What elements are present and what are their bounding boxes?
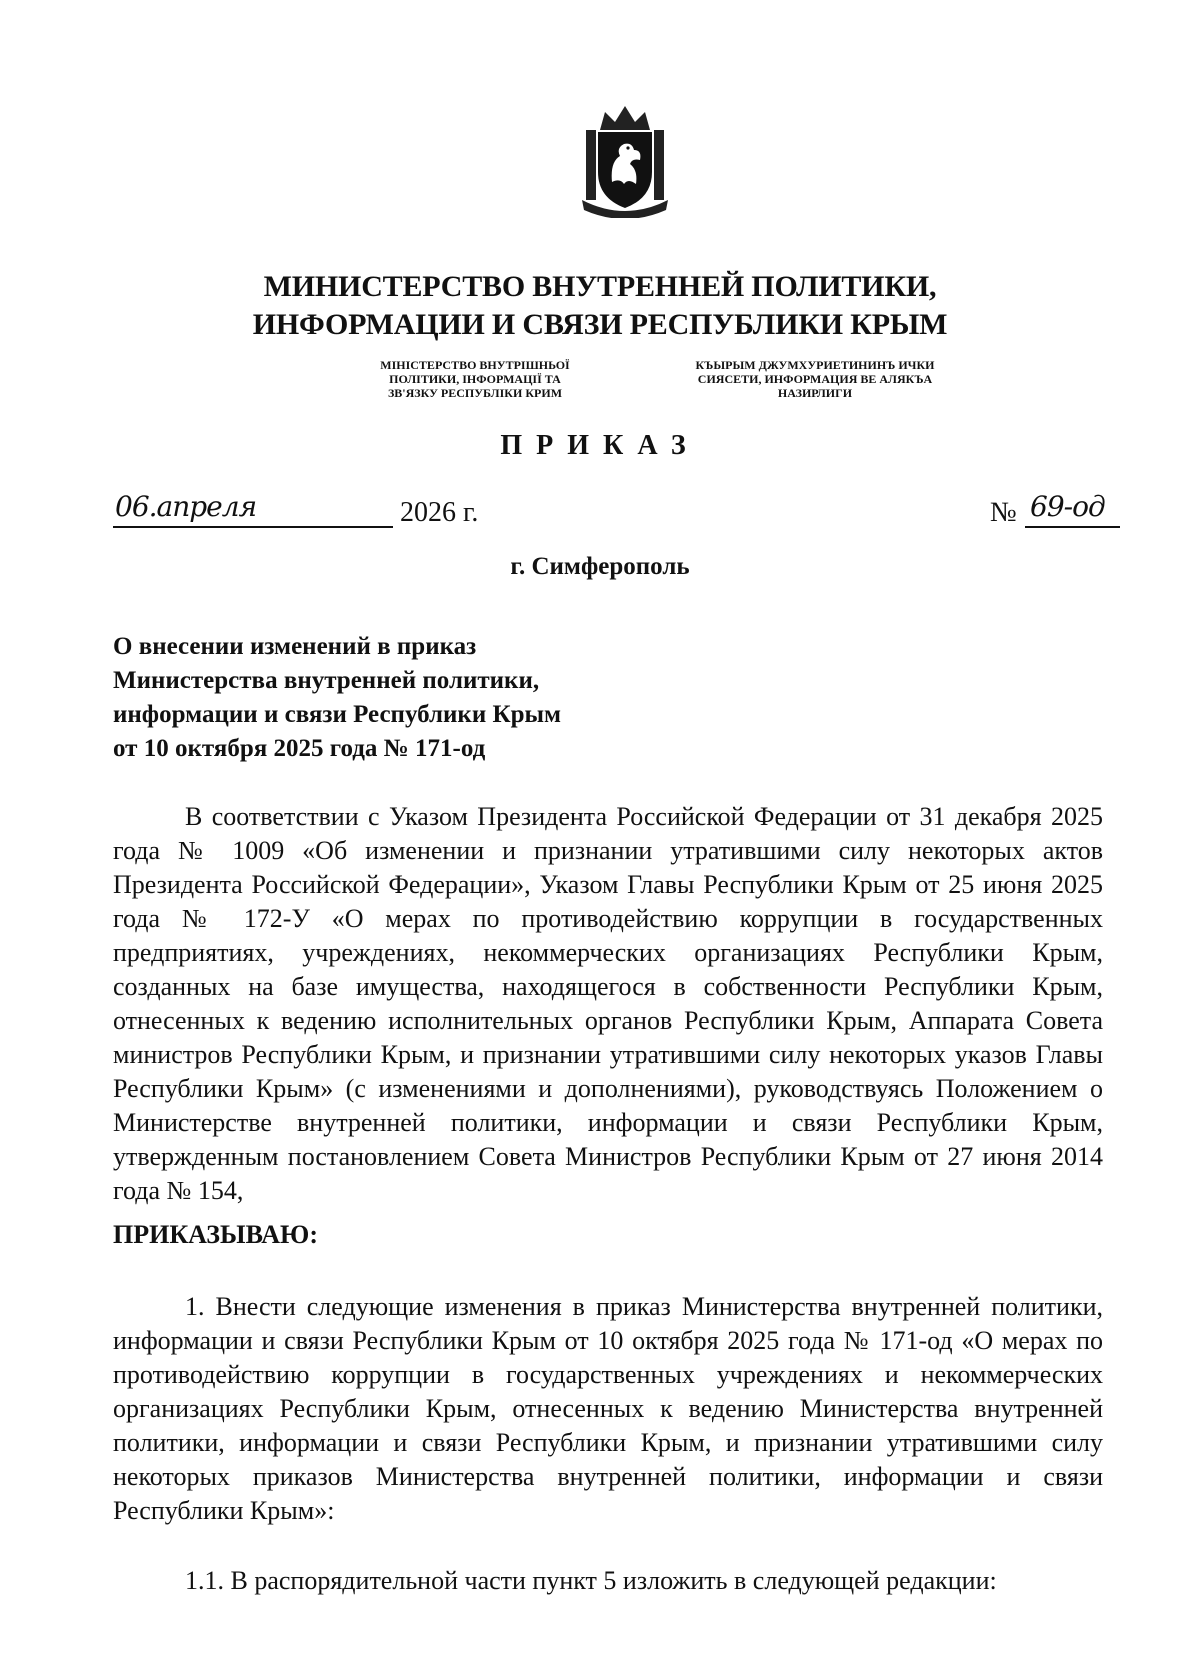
document-year: 2026 г. <box>400 497 479 528</box>
order-item-1-1: 1.1. В распорядительной части пункт 5 изложить в следующей редакции: <box>185 1566 997 1595</box>
document-subject: О внесении изменений в приказ Министерства внутренней политики, информации и связи Республики Крым от 10 октября 2025 года № 171-од <box>113 633 562 762</box>
ministry-title-line2: ИНФОРМАЦИИ И СВЯЗИ РЕСПУБЛИКИ КРЫМ <box>252 308 948 341</box>
city: г. Симферополь <box>510 553 690 580</box>
ministry-title <box>0 268 1200 344</box>
order-item-1: 1. Внести следующие изменения в приказ Министерства внутренней политики, информации и связи Республики Крым от 10 октября 2025 года № 171-од «О мерах по противодействию коррупции в государственных учреждениях и некоммерческих организациях Республики Крым, отнесенных к ведению Министерства внутренней политики, информации и связи Республики Крым, и признании утратившими силу некоторых приказов Министерства внутренней политики, информации и связи Республики Крым»: <box>113 1292 1103 1525</box>
document-type: ПРИКАЗ <box>500 430 700 461</box>
handwritten-number: 69-од <box>1030 490 1105 523</box>
handwritten-date: 06.апреля <box>115 490 257 523</box>
ministry-name-ukrainian: МІНІСТЕРСТВО ВНУТРІШНЬОЇ ПОЛІТИКИ, ІНФОРМАЦІЇ ТА ЗВ'ЯЗКУ РЕСПУБЛІКИ КРИМ <box>380 358 570 400</box>
crimea-coat-of-arms-icon <box>580 100 670 218</box>
order-word: ПРИКАЗЫВАЮ: <box>113 1220 318 1249</box>
ministry-name-crimean-tatar: КЪЫРЫМ ДЖУМХУРИЕТИНИНЪ ИЧКИ СИЯСЕТИ, ИНФОРМАЦИЯ ВЕ АЛЯКЪА НАЗИРЛИГИ <box>695 358 935 400</box>
number-sign: № <box>990 497 1017 528</box>
ministry-title-line1: МИНИСТЕРСТВО ВНУТРЕННЕЙ ПОЛИТИКИ, <box>263 270 937 303</box>
preamble-paragraph: В соответствии с Указом Президента Российской Федерации от 31 декабря 2025 года № 1009 «Об изменении и признании утратившими силу некоторых актов Президента Российской Федерации», Указом Главы Республики Крым от 25 июня 2025 года № 172-У «О мерах по противодействию коррупции в государственных предприятиях, учреждениях, некоммерческих организациях Республики Крым, созданных на базе имущества, находящегося в собственности Республики Крым, отнесенных к ведению исполнительных органов Республики Крым, Аппарата Совета министров Республики Крым, и признании утратившими силу некоторых указов Главы Республики Крым» (с изменениями и дополнениями), руководствуясь Положением о Министерстве внутренней политики, информации и связи Республики Крым, утвержденным постановлением Совета Министров Республики Крым от 27 июня 2014 года № 154, <box>113 802 1103 1205</box>
